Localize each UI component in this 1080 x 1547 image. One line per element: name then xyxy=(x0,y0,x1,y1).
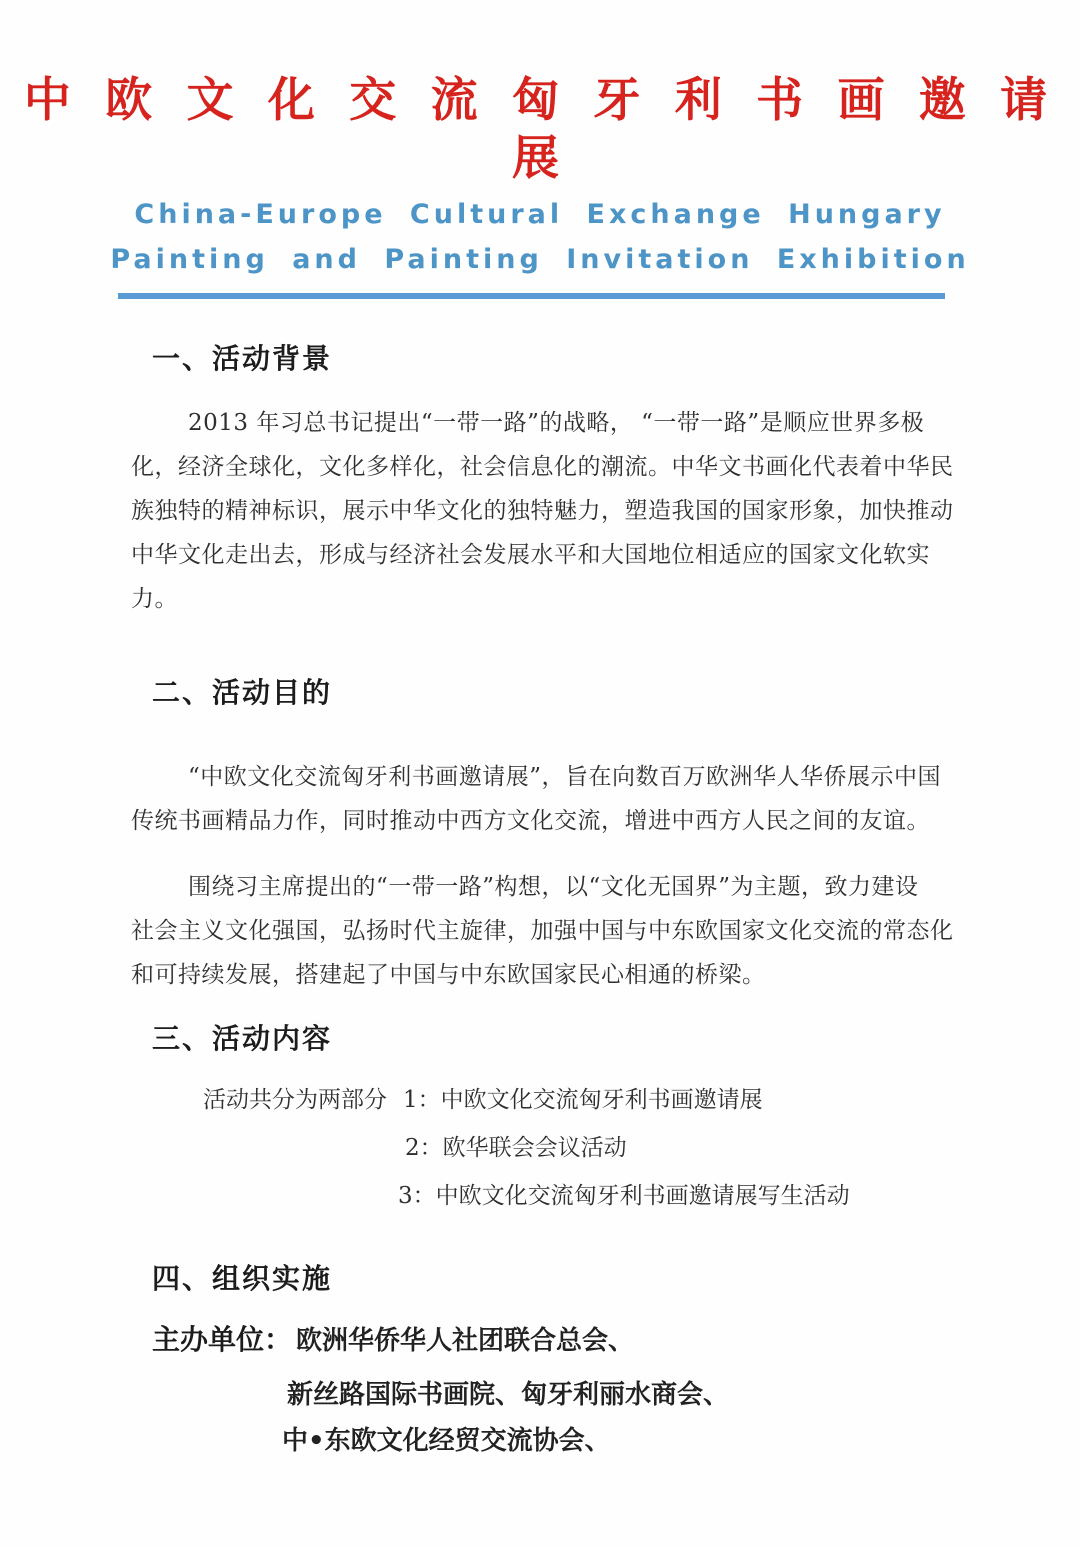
organizer-name-1: 欧洲华侨华人社团联合总会、 xyxy=(296,1326,635,1356)
document-title-en-line1: China-Europe Cultural Exchange Hungary xyxy=(134,199,946,230)
organizer-row xyxy=(131,1323,1040,1358)
document-title-cn: 中 欧 文 化 交 流 匈 牙 利 书 画 邀 请 展 xyxy=(23,73,1057,186)
content-list-item-3: 3：中欧文化交流匈牙利书画邀请展写生活动 xyxy=(398,1183,850,1209)
document-body xyxy=(0,343,1080,1458)
organizer-label: 主办单位： xyxy=(152,1323,293,1356)
paragraph xyxy=(131,401,1040,621)
section-heading-content: 三、活动内容 xyxy=(152,1022,333,1055)
document-title-en-line2: Painting and Painting Invitation Exhibition xyxy=(110,244,970,275)
header-divider-rule xyxy=(118,293,945,299)
section-heading-purpose: 二、活动目的 xyxy=(152,676,333,709)
paragraph-line: 传统书画精品力作，同时推动中西方文化交流，增进中西方人民之间的友谊。 xyxy=(131,808,930,834)
paragraph-line: 2013 年习总书记提出“一带一路”的战略， “一带一路”是顺应世界多极 xyxy=(188,410,925,436)
paragraph-line: 围绕习主席提出的“一带一路”构想，以“文化无国界”为主题，致力建设 xyxy=(188,874,919,900)
content-list-row xyxy=(131,1077,1040,1123)
paragraph-line: “中欧文化交流匈牙利书画邀请展”，旨在向数百万欧洲华人华侨展示中国 xyxy=(188,764,942,790)
section-heading-background: 一、活动背景 xyxy=(152,342,333,375)
paragraph-line: 和可持续发展，搭建起了中国与中东欧国家民心相通的桥梁。 xyxy=(131,962,766,988)
section-heading-organization: 四、组织实施 xyxy=(152,1262,333,1295)
paragraph-line: 力。 xyxy=(131,586,178,612)
paragraph xyxy=(131,755,1040,843)
content-list-item-2: 2：欧华联会会议活动 xyxy=(405,1135,627,1161)
paragraph xyxy=(131,865,1040,997)
paragraph-line: 社会主义文化强国，弘扬时代主旋律，加强中国与中东欧国家文化交流的常态化 xyxy=(131,918,954,944)
paragraph-line: 族独特的精神标识，展示中华文化的独特魅力，塑造我国的国家形象，加快推动 xyxy=(131,498,954,524)
content-list-item-1: 1：中欧文化交流匈牙利书画邀请展 xyxy=(403,1087,763,1113)
organizer-name-2: 新丝路国际书画院、匈牙利丽水商会、 xyxy=(287,1380,730,1410)
document-header xyxy=(0,72,1080,299)
paragraph-line: 中华文化走出去，形成与经济社会发展水平和大国地位相适应的国家文化软实 xyxy=(131,542,930,568)
organizer-name-3: 中•东欧文化经贸交流协会、 xyxy=(282,1426,611,1456)
paragraph-line: 化，经济全球化，文化多样化，社会信息化的潮流。中华文书画化代表着中华民 xyxy=(131,454,954,480)
content-list-intro: 活动共分为两部分 xyxy=(203,1087,387,1113)
